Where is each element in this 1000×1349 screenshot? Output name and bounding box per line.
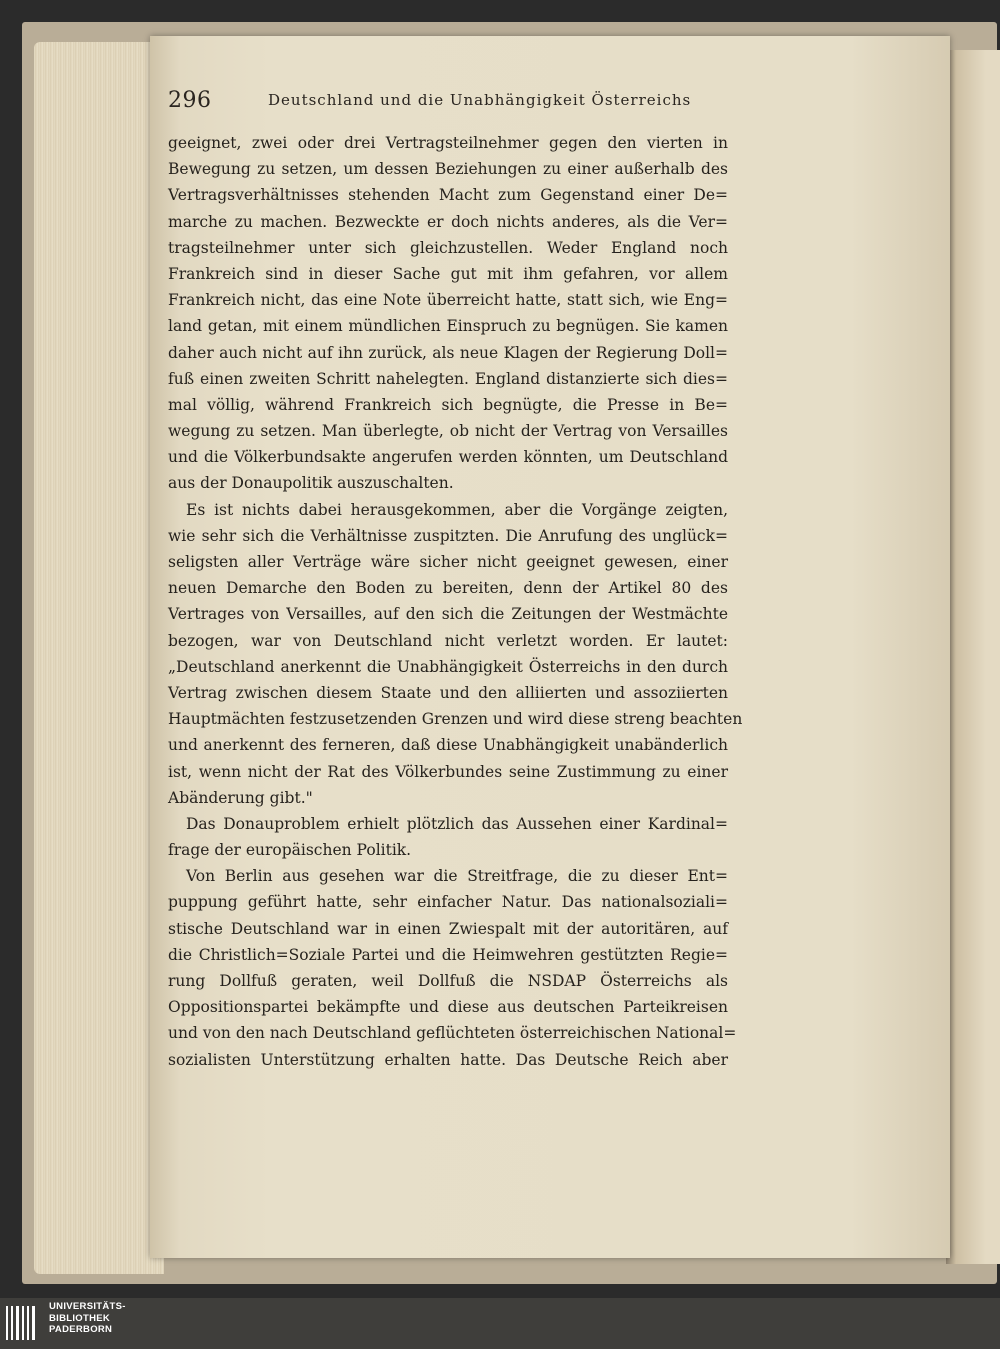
text-line: aus der Donaupolitik auszuschalten. [168, 474, 454, 493]
text-line: fuß einen zweiten Schritt nahelegten. England distanzierte sich dies= [168, 369, 728, 388]
text-line: und die Völkerbundsakte angerufen werden könnten, um Deutschland [168, 448, 728, 467]
text-line: Vertragsverhältnisses stehenden Macht zum Gegenstand einer De= [168, 186, 728, 205]
text-line: und von den nach Deutschland geflüchteten österreichischen National= [168, 1024, 737, 1043]
text-line: und anerkennt des ferneren, daß diese Unabhängigkeit unabänderlich [168, 736, 728, 755]
library-barcode-logo-icon [6, 1304, 40, 1342]
text-line: Von Berlin aus gesehen war die Streitfrage, die zu dieser Ent= [186, 867, 728, 886]
library-name [49, 1301, 126, 1336]
body-text [168, 130, 743, 1073]
text-line: Vertrages von Versailles, auf den sich die Zeitungen der Westmächte [168, 605, 728, 624]
text-line: sozialisten Unterstützung erhalten hatte. Das Deutsche Reich aber [168, 1050, 728, 1069]
text-line: mal völlig, während Frankreich sich begnügte, die Presse in Be= [168, 395, 728, 414]
text-line: wegung zu setzen. Man überlegte, ob nicht der Vertrag von Versailles [168, 422, 728, 441]
text-line: frage der europäischen Politik. [168, 841, 412, 860]
page-number: 296 [168, 88, 212, 113]
text-line: Oppositionspartei bekämpfte und diese aus deutschen Parteikreisen [168, 998, 728, 1017]
text-line: ist, wenn nicht der Rat des Völkerbundes seine Zustimmung zu einer [168, 762, 728, 781]
library-footer [0, 1298, 1000, 1349]
text-line: puppung geführt hatte, sehr einfacher Natur. Das nationalsoziali= [168, 893, 728, 912]
text-line: daher auch nicht auf ihn zurück, als neue Klagen der Regierung Doll= [168, 343, 728, 362]
text-line: Abänderung gibt." [168, 788, 313, 807]
library-name-line: BIBLIOTHEK [49, 1312, 111, 1324]
text-line: land getan, mit einem mündlichen Einspruch zu begnügen. Sie kamen [168, 317, 728, 336]
text-line: „Deutschland anerkennt die Unabhängigkeit Österreichs in den durch [168, 657, 728, 676]
text-line: Hauptmächten festzusetzenden Grenzen und wird diese streng beachten [168, 710, 743, 729]
text-line: seligsten aller Verträge wäre sicher nicht geeignet gewesen, einer [168, 553, 728, 571]
running-head [168, 88, 778, 118]
page-stack-edges [34, 42, 164, 1274]
text-line: marche zu machen. Bezweckte er doch nichts anderes, als die Ver= [168, 212, 728, 231]
text-line: wie sehr sich die Verhältnisse zuspitzten. Die Anrufung des unglück= [168, 526, 728, 545]
text-line: rung Dollfuß geraten, weil Dollfuß die NSDAP Österreichs als [168, 972, 728, 990]
text-line: Vertrag zwischen diesem Staate und den alliierten und assoziierten [168, 683, 728, 702]
text-line: Das Donauproblem erhielt plötzlich das Aussehen einer Kardinal= [186, 814, 728, 833]
text-line: stische Deutschland war in einen Zwiespalt mit der autoritären, auf [168, 919, 728, 938]
book-binding-gutter [946, 50, 1000, 1264]
text-line: Frankreich sind in dieser Sache gut mit ihm gefahren, vor allem [168, 264, 728, 283]
text-line: Es ist nichts dabei herausgekommen, aber die Vorgänge zeigten, [186, 500, 728, 519]
text-line: bezogen, war von Deutschland nicht verletzt worden. Er lautet: [168, 631, 728, 650]
library-name-line: UNIVERSITÄTS- [49, 1301, 126, 1312]
running-head-title: Deutschland und die Unabhängigkeit Österreichs [268, 91, 692, 109]
text-line: Frankreich nicht, das eine Note überreicht hatte, statt sich, wie Eng= [168, 291, 728, 310]
text-line: tragsteilnehmer unter sich gleichzustellen. Weder England noch [168, 238, 728, 257]
library-name-line: PADERBORN [49, 1324, 113, 1335]
text-line: geeignet, zwei oder drei Vertragsteilnehmer gegen den vierten in [168, 134, 728, 152]
text-line: Bewegung zu setzen, um dessen Beziehungen zu einer außerhalb des [168, 160, 728, 179]
text-line: neuen Demarche den Boden zu bereiten, denn der Artikel 80 des [168, 579, 728, 598]
text-line: die Christlich=Soziale Partei und die Heimwehren gestützten Regie= [168, 945, 728, 964]
